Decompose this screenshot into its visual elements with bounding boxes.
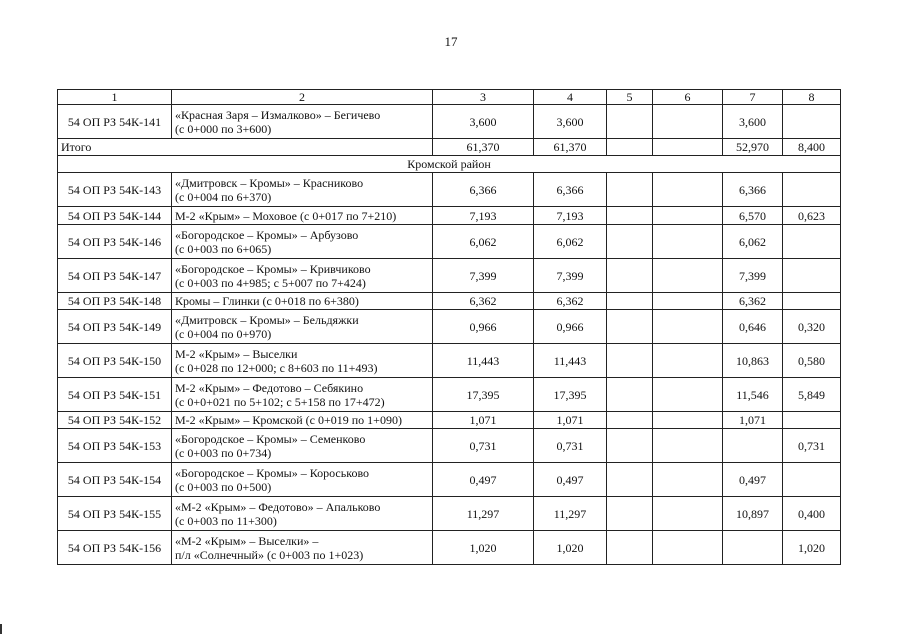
cell-col6 [653, 463, 723, 497]
cell-col7 [723, 429, 783, 463]
cell-col4: 0,966 [534, 310, 607, 344]
cell-col3: 3,600 [433, 105, 534, 139]
cell-col3: 7,399 [433, 259, 534, 293]
cell-col3: 61,370 [433, 139, 534, 156]
road-name-line: «Богородское – Кромы» – Кривчиково [175, 261, 371, 276]
column-header: 6 [653, 90, 723, 105]
cell-col4: 17,395 [534, 378, 607, 412]
table-row [58, 225, 841, 259]
road-name-line: М-2 «Крым» – Кромской (с 0+019 по 1+090) [175, 413, 402, 427]
cell-col5 [607, 429, 653, 463]
road-name [172, 344, 433, 378]
cell-col3: 6,362 [433, 293, 534, 310]
cell-col4: 11,443 [534, 344, 607, 378]
cell-col7: 0,497 [723, 463, 783, 497]
column-header: 8 [783, 90, 841, 105]
cell-col7: 6,570 [723, 207, 783, 225]
table-row [58, 497, 841, 531]
column-header: 5 [607, 90, 653, 105]
cell-col6 [653, 225, 723, 259]
cell-col8: 0,320 [783, 310, 841, 344]
road-code: 54 ОП РЗ 54К-143 [58, 173, 172, 207]
cell-col7: 0,646 [723, 310, 783, 344]
cell-col8: 0,400 [783, 497, 841, 531]
cell-col4: 3,600 [534, 105, 607, 139]
road-code: 54 ОП РЗ 54К-144 [58, 207, 172, 225]
cell-col4: 1,071 [534, 412, 607, 429]
cell-col6 [653, 139, 723, 156]
cell-col7: 1,071 [723, 412, 783, 429]
column-header: 3 [433, 90, 534, 105]
cell-col7: 10,897 [723, 497, 783, 531]
cell-col7: 52,970 [723, 139, 783, 156]
cell-col6 [653, 429, 723, 463]
road-code: 54 ОП РЗ 54К-141 [58, 105, 172, 139]
cell-col3: 0,731 [433, 429, 534, 463]
table-row [58, 207, 841, 225]
road-code: 54 ОП РЗ 54К-151 [58, 378, 172, 412]
road-name-line: «Богородское – Кромы» – Короськово [175, 465, 370, 480]
road-name [172, 378, 433, 412]
table-row [58, 173, 841, 207]
road-name [172, 259, 433, 293]
table-row [58, 531, 841, 565]
road-name-line: п/л «Солнечный» (с 0+003 по 1+023) [175, 547, 364, 562]
road-name-line: (с 0+003 по 0+500) [175, 479, 272, 494]
road-name-line: М-2 «Крым» – Моховое (с 0+017 по 7+210) [175, 208, 397, 223]
road-code: 54 ОП РЗ 54К-150 [58, 344, 172, 378]
cell-col8 [783, 412, 841, 429]
road-code: 54 ОП РЗ 54К-146 [58, 225, 172, 259]
region-row [58, 156, 841, 173]
roads-table [57, 89, 841, 565]
road-name-line: (с 0+004 по 0+970) [175, 326, 272, 341]
road-name-line: (с 0+003 по 6+065) [175, 241, 272, 256]
cell-col7 [723, 531, 783, 565]
cell-col4: 6,362 [534, 293, 607, 310]
column-header: 1 [58, 90, 172, 105]
road-name [172, 225, 433, 259]
road-name-line: «Богородское – Кромы» – Арбузово [175, 227, 359, 242]
cell-col7: 6,366 [723, 173, 783, 207]
cell-col3: 7,193 [433, 207, 534, 225]
cell-col8: 8,400 [783, 139, 841, 156]
cell-col4: 7,193 [534, 207, 607, 225]
cell-col3: 1,020 [433, 531, 534, 565]
cell-col8 [783, 173, 841, 207]
cell-col8 [783, 259, 841, 293]
cell-col3: 0,497 [433, 463, 534, 497]
table-row [58, 412, 841, 429]
cell-col8 [783, 293, 841, 310]
cell-col6 [653, 378, 723, 412]
cell-col6 [653, 207, 723, 225]
road-name-line: «М-2 «Крым» – Федотово» – Апальково [175, 499, 381, 514]
road-code: 54 ОП РЗ 54К-156 [58, 531, 172, 565]
cell-col4: 7,399 [534, 259, 607, 293]
cell-col8 [783, 105, 841, 139]
road-name-line: М-2 «Крым» – Федотово – Себякино [175, 380, 364, 395]
table-row [58, 310, 841, 344]
road-name-line: (с 0+003 по 4+985; с 5+007 по 7+424) [175, 275, 366, 290]
table-row [58, 378, 841, 412]
cell-col5 [607, 105, 653, 139]
cell-col8: 0,580 [783, 344, 841, 378]
cell-col4: 6,366 [534, 173, 607, 207]
cell-col6 [653, 105, 723, 139]
cell-col7: 6,062 [723, 225, 783, 259]
road-name [172, 207, 433, 225]
cell-col8: 5,849 [783, 378, 841, 412]
cell-col4: 6,062 [534, 225, 607, 259]
road-code: 54 ОП РЗ 54К-149 [58, 310, 172, 344]
road-code: 54 ОП РЗ 54К-154 [58, 463, 172, 497]
cell-col3: 6,062 [433, 225, 534, 259]
cell-col5 [607, 139, 653, 156]
table-row [58, 259, 841, 293]
road-name-line: (с 0+028 по 12+000; с 8+603 по 11+493) [175, 360, 378, 375]
column-number-header [58, 90, 841, 105]
table-row [58, 429, 841, 463]
region-heading: Кромской район [58, 156, 841, 173]
cell-col4: 11,297 [534, 497, 607, 531]
cell-col4: 0,497 [534, 463, 607, 497]
road-name-line: Кромы – Глинки (с 0+018 по 6+380) [175, 294, 359, 308]
road-code: 54 ОП РЗ 54К-155 [58, 497, 172, 531]
road-name-line: М-2 «Крым» – Выселки [175, 346, 298, 361]
cell-col6 [653, 293, 723, 310]
cell-col5 [607, 531, 653, 565]
road-code: 54 ОП РЗ 54К-153 [58, 429, 172, 463]
cell-col5 [607, 173, 653, 207]
cell-col3: 1,071 [433, 412, 534, 429]
cell-col8 [783, 463, 841, 497]
cell-col6 [653, 310, 723, 344]
cell-col6 [653, 412, 723, 429]
column-header: 2 [172, 90, 433, 105]
road-name [172, 497, 433, 531]
road-name-line: (с 0+003 по 11+300) [175, 513, 277, 528]
cell-col8: 1,020 [783, 531, 841, 565]
scan-margin-mark [0, 624, 2, 634]
road-name-line: (с 0+000 по 3+600) [175, 121, 272, 136]
cell-col3: 11,443 [433, 344, 534, 378]
cell-col5 [607, 378, 653, 412]
road-name-line: «Красная Заря – Измалково» – Бегичево [175, 107, 381, 122]
cell-col7: 11,546 [723, 378, 783, 412]
cell-col5 [607, 207, 653, 225]
road-name [172, 531, 433, 565]
column-header: 4 [534, 90, 607, 105]
cell-col6 [653, 173, 723, 207]
cell-col8: 0,623 [783, 207, 841, 225]
cell-col8: 0,731 [783, 429, 841, 463]
road-name [172, 310, 433, 344]
cell-col3: 6,366 [433, 173, 534, 207]
cell-col8 [783, 225, 841, 259]
cell-col5 [607, 310, 653, 344]
total-row [58, 139, 841, 156]
cell-col5 [607, 412, 653, 429]
road-name [172, 105, 433, 139]
cell-col5 [607, 344, 653, 378]
road-name [172, 412, 433, 429]
road-name [172, 463, 433, 497]
road-name [172, 429, 433, 463]
table-row [58, 463, 841, 497]
table-row [58, 344, 841, 378]
cell-col6 [653, 531, 723, 565]
road-name-line: «М-2 «Крым» – Выселки» – [175, 533, 319, 548]
road-name-line: (с 0+0+021 по 5+102; с 5+158 по 17+472) [175, 394, 385, 409]
cell-col3: 11,297 [433, 497, 534, 531]
cell-col4: 1,020 [534, 531, 607, 565]
table-row [58, 105, 841, 139]
cell-col4: 61,370 [534, 139, 607, 156]
cell-col5 [607, 293, 653, 310]
road-name-line: «Дмитровск – Кромы» – Бельдяжки [175, 312, 359, 327]
road-name-line: «Богородское – Кромы» – Семенково [175, 431, 366, 446]
cell-col7: 10,863 [723, 344, 783, 378]
cell-col3: 17,395 [433, 378, 534, 412]
page-number: 17 [444, 34, 458, 49]
table-row [58, 293, 841, 310]
road-name-line: (с 0+004 по 6+370) [175, 189, 272, 204]
column-header: 7 [723, 90, 783, 105]
cell-col7: 7,399 [723, 259, 783, 293]
cell-col6 [653, 497, 723, 531]
road-name [172, 173, 433, 207]
total-label: Итого [58, 139, 433, 156]
cell-col7: 6,362 [723, 293, 783, 310]
cell-col5 [607, 259, 653, 293]
cell-col5 [607, 497, 653, 531]
cell-col5 [607, 463, 653, 497]
road-code: 54 ОП РЗ 54К-148 [58, 293, 172, 310]
road-name [172, 293, 433, 310]
cell-col6 [653, 259, 723, 293]
cell-col6 [653, 344, 723, 378]
cell-col5 [607, 225, 653, 259]
road-code: 54 ОП РЗ 54К-147 [58, 259, 172, 293]
road-name-line: «Дмитровск – Кромы» – Красниково [175, 175, 364, 190]
cell-col4: 0,731 [534, 429, 607, 463]
road-code: 54 ОП РЗ 54К-152 [58, 412, 172, 429]
cell-col7: 3,600 [723, 105, 783, 139]
road-name-line: (с 0+003 по 0+734) [175, 445, 272, 460]
cell-col3: 0,966 [433, 310, 534, 344]
